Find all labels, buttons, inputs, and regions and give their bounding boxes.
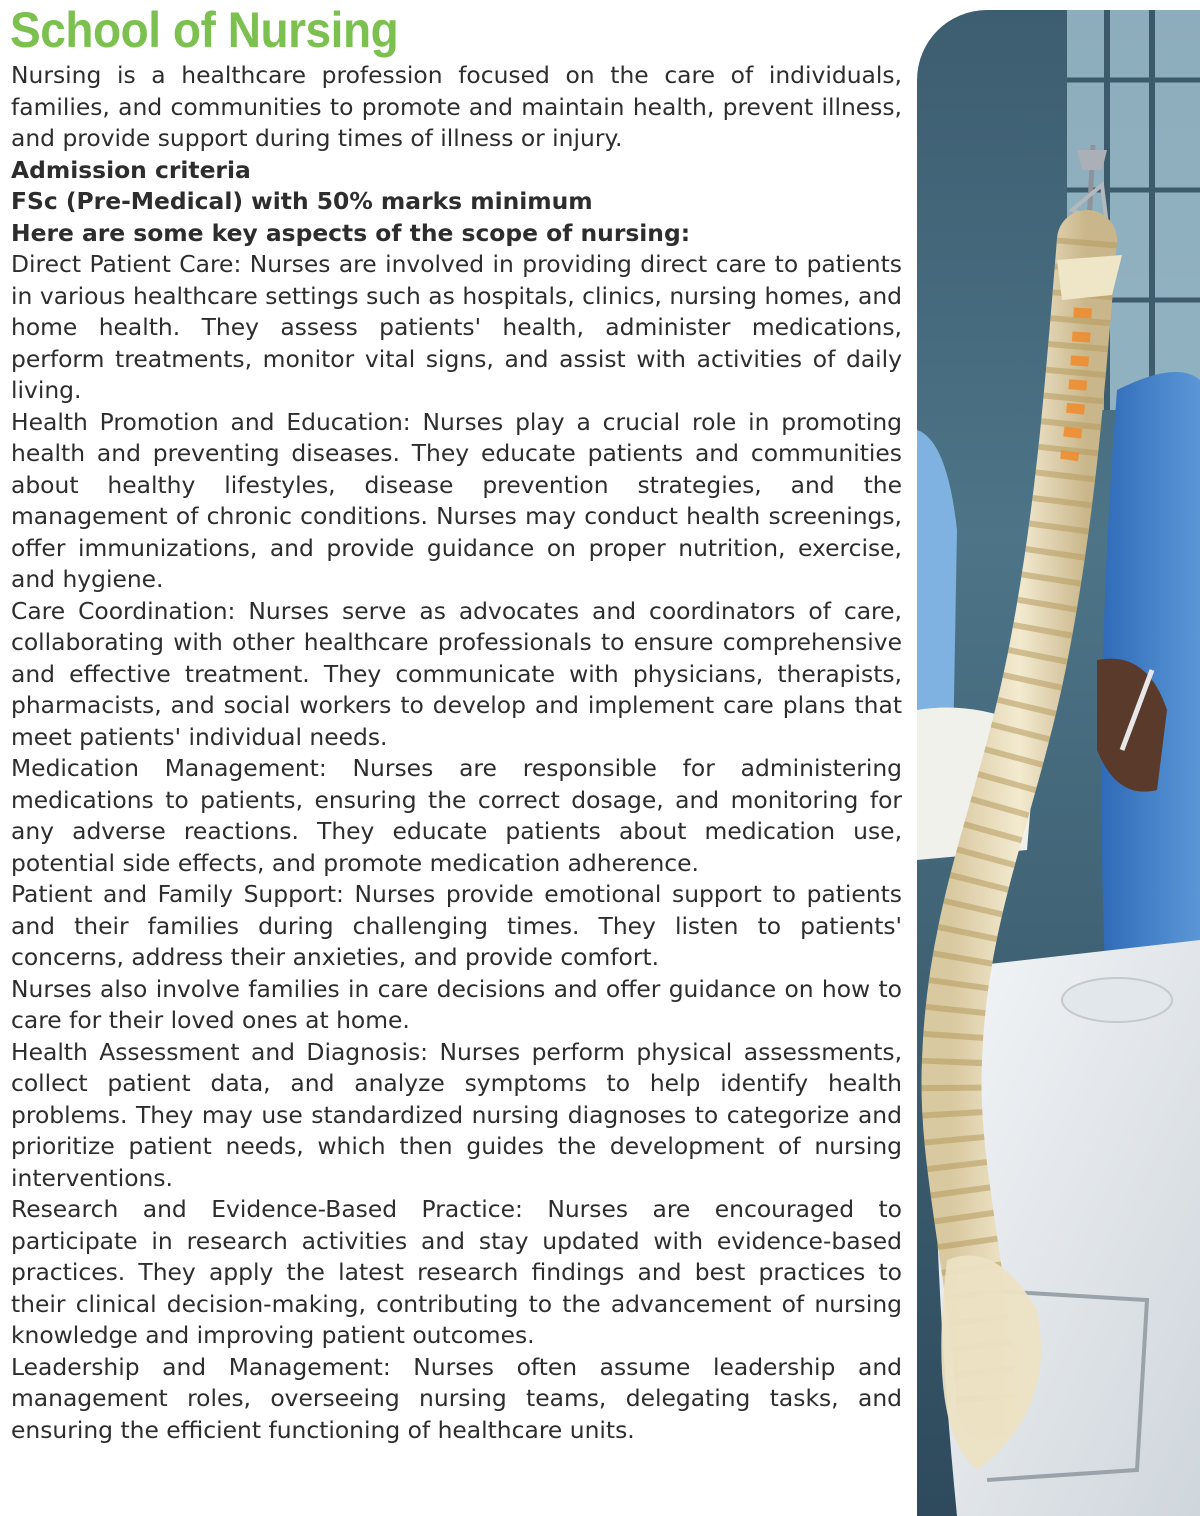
intro-paragraph: Nursing is a healthcare profession focused on the care of individuals, families, and communities to promote and maintain health, prevent illness, and provide support during times of illness or injury.: [11, 61, 902, 152]
aspect-medication-management: Medication Management: Nurses are responsible for administering medications to patients, ensuring the correct dosage, and monitoring for any adverse reactions. They educate patients about medication use, potential side effects, and promote medication adherence.: [11, 754, 902, 877]
aspect-leadership-management: Leadership and Management: Nurses often assume leadership and management roles, overseeing nursing teams, delegating tasks, and ensuring the efficient functioning of healthcare units.: [11, 1352, 902, 1444]
aspect-patient-family-support: Patient and Family Support: Nurses provide emotional support to patients and their families during challenging times. They listen to patients' concerns, address their anxieties, and provide comfort.: [11, 880, 902, 971]
aspect-direct-patient-care: Direct Patient Care: Nurses are involved in providing direct care to patients in various healthcare settings such as hospitals, clinics, nursing homes, and home health. They assess patients' health, administer medications, perform treatments, monitor vital signs, and assist with activities of daily living.: [11, 250, 902, 404]
aspect-health-promotion: Health Promotion and Education: Nurses play a crucial role in promoting health and preventing diseases. They educate patients and communities about healthy lifestyles, disease prevention strategies, and the management of chronic conditions. Nurses may conduct health screenings, offer immunizations, and provide guidance on proper nutrition, exercise, and hygiene.: [11, 407, 902, 593]
aspect-research-evidence: Research and Evidence-Based Practice: Nurses are encouraged to participate in research activities and stay updated with evidence-based practices. They apply the latest research findings and best practices to their clinical decision-making, contributing to the advancement of nursing knowledge and improving patient outcomes.: [11, 1195, 902, 1349]
aspect-family-involvement: Nurses also involve families in care decisions and offer guidance on how to care for their loved ones at home.: [11, 974, 902, 1034]
spine-model-photo: [917, 10, 1200, 1516]
aspect-health-assessment: Health Assessment and Diagnosis: Nurses perform physical assessments, collect patient data, and analyze symptoms to help identify health problems. They may use standardized nursing diagnoses to categorize and prioritize patient needs, which then guides the development of nursing interventions.: [11, 1037, 902, 1192]
admission-requirement: FSc (Pre-Medical) with 50% marks minimum: [11, 187, 593, 215]
page-title: School of Nursing: [10, 2, 399, 58]
spine-photo-illustration: [917, 10, 1200, 1516]
scope-heading: Here are some key aspects of the scope of nursing:: [11, 218, 691, 247]
admission-heading: Admission criteria: [11, 155, 251, 184]
aspect-care-coordination: Care Coordination: Nurses serve as advocates and coordinators of care, collaborating with other healthcare professionals to ensure comprehensive and effective treatment. They communicate with physicians, therapists, pharmacists, and social workers to develop and implement care plans that meet patients' individual needs.: [11, 596, 902, 751]
body-content: [11, 60, 902, 1446]
